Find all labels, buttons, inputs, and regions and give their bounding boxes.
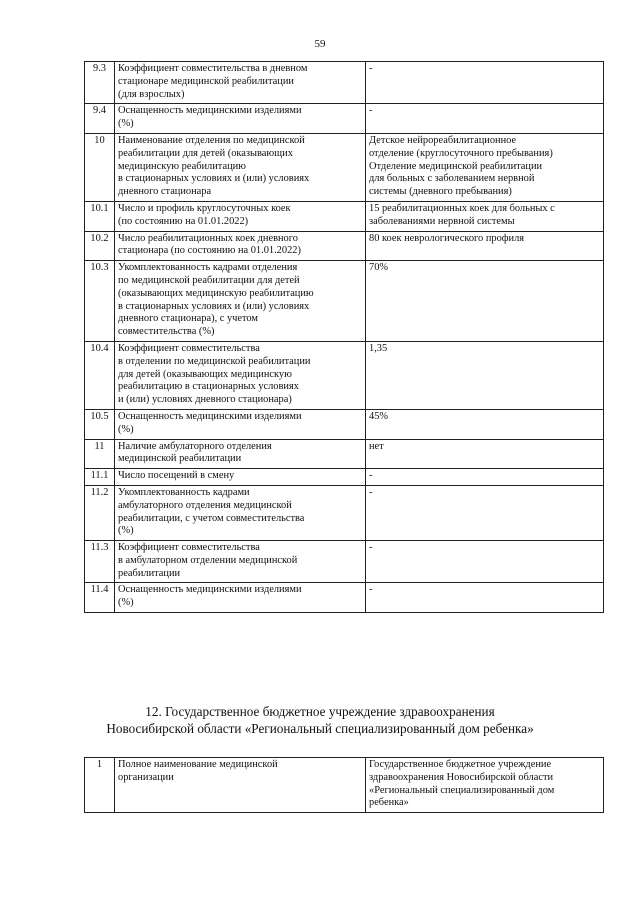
indicator-name-line: стационаре медицинской реабилитации bbox=[118, 75, 294, 87]
table-row bbox=[85, 133, 604, 201]
indicator-value-line: - bbox=[369, 584, 373, 596]
indicator-name-line: реабилитации bbox=[118, 567, 181, 579]
indicator-value-line: 45% bbox=[369, 410, 389, 422]
indicator-name-cell bbox=[115, 583, 366, 613]
indicator-name-cell bbox=[115, 439, 366, 469]
row-number: 10.5 bbox=[85, 409, 115, 439]
indicator-value-line: нет bbox=[369, 440, 384, 452]
indicator-value-cell bbox=[366, 469, 604, 486]
table-row bbox=[85, 201, 604, 231]
indicator-name-line: медицинской реабилитации bbox=[118, 453, 242, 465]
indicator-value-line: 1,35 bbox=[369, 342, 388, 354]
table-row bbox=[85, 231, 604, 261]
indicator-value-line: здравоохранения Новосибирской области bbox=[369, 771, 554, 783]
indicator-value-line: - bbox=[369, 105, 373, 117]
indicator-name-line: дневного стационара bbox=[118, 186, 212, 198]
indicator-name-line: (%) bbox=[118, 118, 134, 130]
table-row bbox=[85, 541, 604, 583]
indicator-name-cell bbox=[115, 62, 366, 104]
indicator-value-cell bbox=[366, 133, 604, 201]
row-number: 10.1 bbox=[85, 201, 115, 231]
indicator-value-cell bbox=[366, 62, 604, 104]
indicator-name-line: Укомплектованность кадрами отделения bbox=[118, 262, 298, 274]
table-row bbox=[85, 104, 604, 134]
indicator-value-line: - bbox=[369, 63, 373, 74]
indicator-value-cell bbox=[366, 758, 604, 813]
row-number: 9.4 bbox=[85, 104, 115, 134]
indicator-name-cell bbox=[115, 261, 366, 342]
row-number: 10.3 bbox=[85, 261, 115, 342]
indicator-value-line: «Региональный специализированный дом bbox=[369, 784, 555, 796]
indicator-name-line: Коэффициент совместительства в дневном bbox=[118, 63, 308, 74]
indicator-name-line: Число реабилитационных коек дневного bbox=[118, 232, 298, 244]
indicator-name-cell bbox=[115, 758, 366, 813]
indicator-name-line: в отделении по медицинской реабилитации bbox=[118, 355, 311, 367]
indicator-value-cell bbox=[366, 231, 604, 261]
indicator-name-line: совместительства (%) bbox=[118, 326, 215, 338]
indicator-name-line: по медицинской реабилитации для детей bbox=[118, 274, 300, 286]
table-row bbox=[85, 583, 604, 613]
indicator-value-cell bbox=[366, 409, 604, 439]
indicator-value-line: отделение (круглосуточного пребывания) bbox=[369, 147, 553, 159]
indicator-name-line: Полное наименование медицинской bbox=[118, 759, 278, 770]
indicator-value-line: Детское нейрореабилитационное bbox=[369, 134, 517, 146]
organization-table-body bbox=[85, 758, 604, 813]
indicator-name-line: (%) bbox=[118, 423, 134, 435]
indicator-name-line: Число посещений в смену bbox=[118, 470, 235, 482]
indicator-name-line: и (или) условиях дневного стационара) bbox=[118, 394, 292, 406]
table-row bbox=[85, 261, 604, 342]
indicator-name-cell bbox=[115, 104, 366, 134]
indicator-name-cell bbox=[115, 485, 366, 540]
indicator-value-line: - bbox=[369, 542, 373, 554]
indicator-name-cell bbox=[115, 133, 366, 201]
indicator-value-cell bbox=[366, 104, 604, 134]
indicator-name-line: (для взрослых) bbox=[118, 88, 185, 100]
indicator-value-line: для больных с заболеванием нервной bbox=[369, 173, 535, 185]
indicator-value-cell bbox=[366, 541, 604, 583]
indicator-name-line: Наличие амбулаторного отделения bbox=[118, 440, 272, 452]
section-title bbox=[0, 703, 640, 737]
indicator-name-line: амбулаторного отделения медицинской bbox=[118, 499, 292, 511]
indicator-value-cell bbox=[366, 201, 604, 231]
indicator-value-line: 80 коек неврологического профиля bbox=[369, 232, 525, 244]
indicator-name-line: (%) bbox=[118, 525, 134, 537]
row-number: 9.3 bbox=[85, 62, 115, 104]
row-number: 10.4 bbox=[85, 341, 115, 409]
indicator-name-line: реабилитации для детей (оказывающих bbox=[118, 147, 293, 159]
indicator-name-line: (оказывающих медицинскую реабилитацию bbox=[118, 287, 314, 299]
table-row bbox=[85, 409, 604, 439]
indicator-value-line: 15 реабилитационных коек для больных с bbox=[369, 202, 555, 214]
row-number: 11.4 bbox=[85, 583, 115, 613]
table-row bbox=[85, 439, 604, 469]
indicator-value-cell bbox=[366, 485, 604, 540]
indicator-name-line: Коэффициент совместительства bbox=[118, 342, 260, 354]
table-row bbox=[85, 341, 604, 409]
section-title-line-1: 12. Государственное бюджетное учреждение здравоохранения bbox=[145, 704, 495, 719]
indicator-name-line: Наименование отделения по медицинской bbox=[118, 134, 305, 146]
indicator-name-cell bbox=[115, 231, 366, 261]
indicator-name-cell bbox=[115, 341, 366, 409]
indicator-name-line: в амбулаторном отделении медицинской bbox=[118, 554, 298, 566]
table-row bbox=[85, 485, 604, 540]
indicator-name-line: (по состоянию на 01.01.2022) bbox=[118, 215, 249, 227]
indicator-name-line: в стационарных условиях и (или) условиях bbox=[118, 300, 310, 312]
organization-table bbox=[84, 757, 604, 813]
row-number: 10.2 bbox=[85, 231, 115, 261]
row-number: 11.2 bbox=[85, 485, 115, 540]
row-number: 11.3 bbox=[85, 541, 115, 583]
indicator-name-line: Число и профиль круглосуточных коек bbox=[118, 202, 291, 214]
table-row bbox=[85, 62, 604, 104]
indicator-value-line: - bbox=[369, 486, 373, 498]
indicator-name-line: реабилитации, с учетом совместительства bbox=[118, 512, 305, 524]
indicator-value-line: заболеваниями нервной системы bbox=[369, 215, 515, 227]
indicator-name-line: Укомплектованность кадрами bbox=[118, 486, 250, 498]
row-number: 1 bbox=[85, 758, 115, 813]
indicator-name-line: для детей (оказывающих медицинскую bbox=[118, 368, 292, 380]
indicator-name-cell bbox=[115, 541, 366, 583]
row-number: 11.1 bbox=[85, 469, 115, 486]
indicator-value-cell bbox=[366, 341, 604, 409]
indicator-name-line: в стационарных условиях и (или) условиях bbox=[118, 173, 310, 185]
indicator-value-line: Государственное бюджетное учреждение bbox=[369, 759, 552, 770]
indicator-value-cell bbox=[366, 261, 604, 342]
table-row bbox=[85, 469, 604, 486]
rehabilitation-table bbox=[84, 61, 604, 613]
indicator-name-line: Оснащенность медицинскими изделиями bbox=[118, 584, 302, 596]
indicator-name-line: медицинскую реабилитацию bbox=[118, 160, 246, 172]
indicator-name-line: организации bbox=[118, 771, 174, 783]
indicator-value-line: ребенка» bbox=[369, 797, 409, 809]
indicator-name-line: реабилитацию в стационарных условиях bbox=[118, 381, 299, 393]
indicator-value-cell bbox=[366, 439, 604, 469]
indicator-value-line: - bbox=[369, 470, 373, 482]
indicator-value-cell bbox=[366, 583, 604, 613]
indicator-name-cell bbox=[115, 469, 366, 486]
indicator-name-cell bbox=[115, 409, 366, 439]
indicator-name-line: (%) bbox=[118, 597, 134, 609]
indicator-name-line: дневного стационара), с учетом bbox=[118, 313, 258, 325]
rehabilitation-table-body bbox=[85, 62, 604, 613]
table-row bbox=[85, 758, 604, 813]
row-number: 10 bbox=[85, 133, 115, 201]
indicator-name-line: Оснащенность медицинскими изделиями bbox=[118, 410, 302, 422]
row-number: 11 bbox=[85, 439, 115, 469]
indicator-value-line: Отделение медицинской реабилитации bbox=[369, 160, 543, 172]
indicator-value-line: 70% bbox=[369, 262, 389, 274]
indicator-value-line: системы (дневного пребывания) bbox=[369, 186, 512, 198]
indicator-name-line: стационара (по состоянию на 01.01.2022) bbox=[118, 245, 301, 257]
indicator-name-line: Оснащенность медицинскими изделиями bbox=[118, 105, 302, 117]
section-title-line-2: Новосибирской области «Региональный специализированный дом ребенка» bbox=[106, 721, 534, 736]
indicator-name-line: Коэффициент совместительства bbox=[118, 542, 260, 554]
indicator-name-cell bbox=[115, 201, 366, 231]
page-number: 59 bbox=[314, 38, 326, 50]
